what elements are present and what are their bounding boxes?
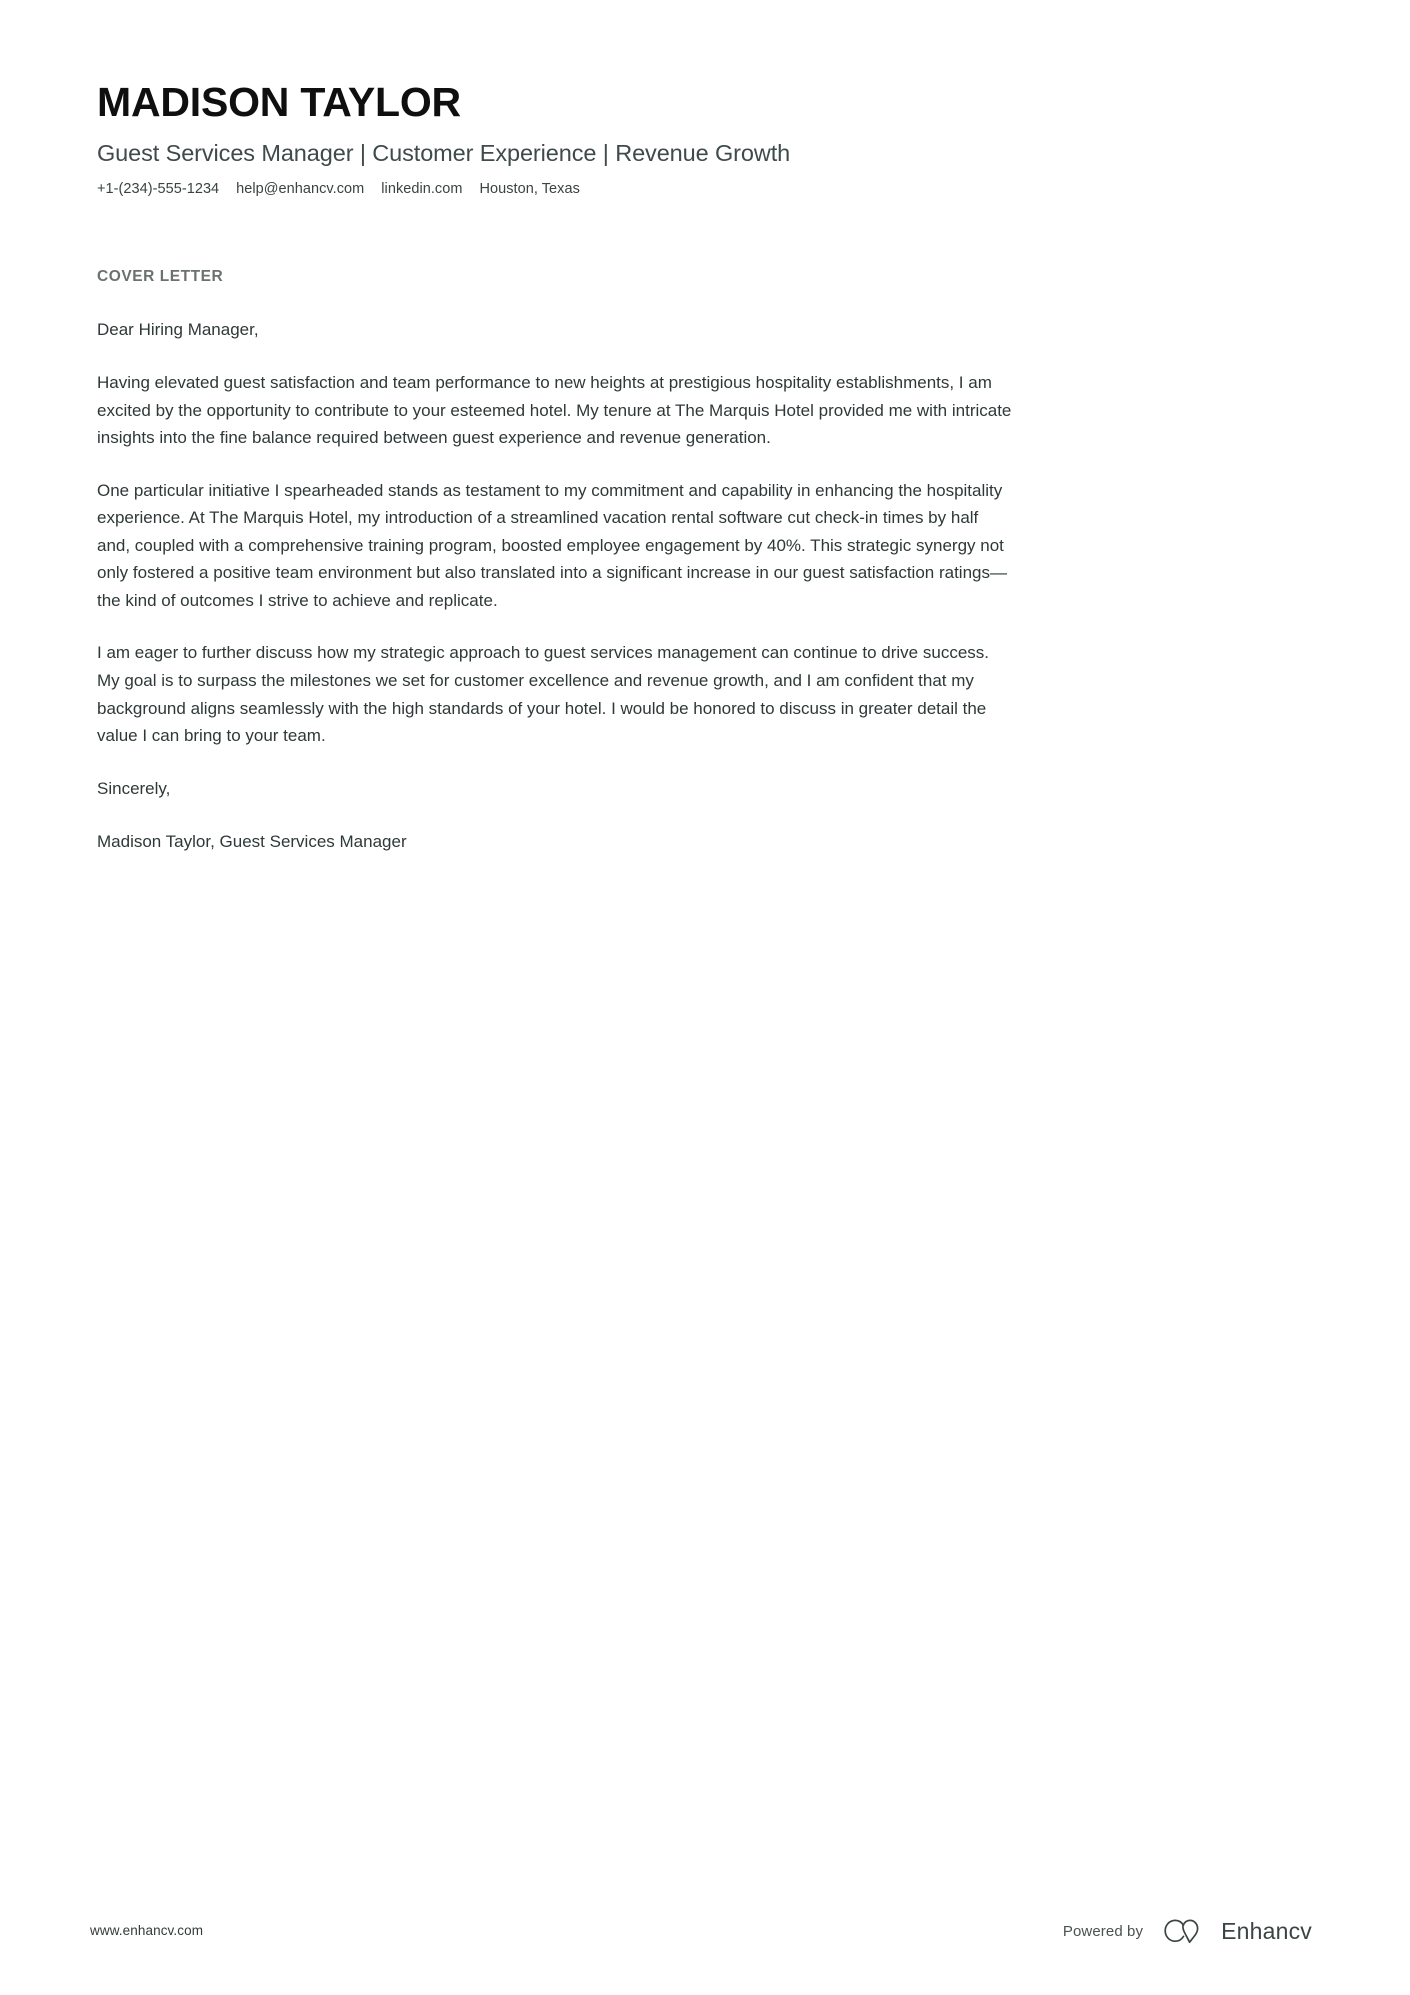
letter-paragraph: One particular initiative I spearheaded stands as testament to my commitment and capability in enhancing the hospitality experience. At The Marquis Hotel, my introduction of a streamlined vacation rental software cut check-in times by half and, coupled with a comprehensive training program, boosted employee engagement by 40%. This strategic synergy not only fostered a positive team environment but also translated into a significant increase in our guest satisfaction ratings—the kind of outcomes I strive to achieve and replicate. bbox=[97, 480, 1007, 610]
page-footer bbox=[0, 1875, 1410, 1995]
candidate-headline: Guest Services Manager | Customer Experience | Revenue Growth bbox=[97, 140, 791, 167]
contact-phone: +1-(234)-555-1234 bbox=[97, 180, 220, 197]
footer-website-url[interactable]: www.enhancv.com bbox=[90, 1923, 204, 1938]
enhancv-logo-icon bbox=[1163, 1919, 1209, 1945]
enhancv-brand-lockup[interactable] bbox=[1163, 1918, 1312, 1945]
section-title-cover-letter: COVER LETTER bbox=[97, 268, 224, 285]
enhancv-brand-name: Enhancv bbox=[1221, 1918, 1312, 1944]
closing-line: Sincerely, bbox=[97, 778, 171, 798]
salutation: Dear Hiring Manager, bbox=[97, 320, 259, 339]
letter-header bbox=[97, 78, 1097, 197]
letter-paragraph: Having elevated guest satisfaction and team performance to new heights at prestigious hospitality establishments, I am excited by the opportunity to contribute to your esteemed hotel. My tenure at The Marquis Hotel provided me with intricate insights into the fine balance required between guest experience and revenue generation. bbox=[97, 373, 1012, 448]
letter-paragraph: I am eager to further discuss how my strategic approach to guest services management can continue to drive success. My goal is to surpass the milestones we set for customer excellence and revenue growth, and I am confident that my background aligns seamlessly with the high standards of your hotel. I would be honored to discuss in greater detail the value I can bring to your team. bbox=[97, 643, 989, 746]
contact-location: Houston, Texas bbox=[479, 180, 580, 197]
footer-brand bbox=[1063, 1918, 1312, 1945]
contact-linkedin[interactable]: linkedin.com bbox=[381, 180, 463, 197]
powered-by-label: Powered by bbox=[1062, 1923, 1144, 1940]
signature-line: Madison Taylor, Guest Services Manager bbox=[97, 831, 407, 851]
contact-row bbox=[97, 181, 1097, 197]
contact-email[interactable]: help@enhancv.com bbox=[236, 180, 365, 197]
candidate-name: MADISON TAYLOR bbox=[97, 79, 461, 125]
cover-letter-body bbox=[97, 268, 1012, 855]
